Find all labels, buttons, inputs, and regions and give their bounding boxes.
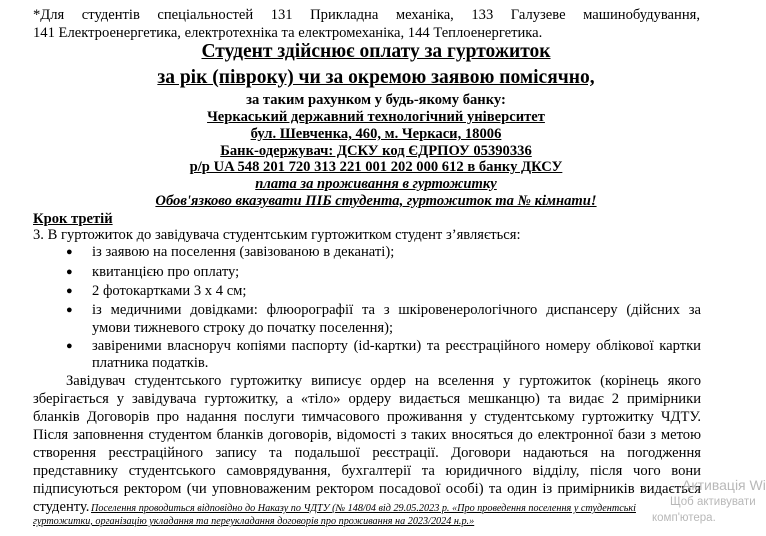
- bank-purpose: плата за проживання в гуртожитку: [255, 176, 497, 192]
- bullet-icon: ●: [66, 340, 73, 352]
- paragraph-line-7: підписуються ректором (чи уповноваженим ректором посадової особі) та один із примірників видається: [33, 481, 701, 497]
- bank-receiver: Банк-одержувач: ДСКУ код ЄДРПОУ 05390336: [220, 143, 532, 159]
- bank-university: Черкаський державний технологічний університет: [207, 109, 545, 125]
- heading-line-1: Студент здійснює оплату за гуртожиток: [201, 41, 551, 62]
- paragraph-line-4: Після заповнення студентом бланків договорів, відомості з таких вносяться до електронної бази з метою: [33, 427, 701, 443]
- paragraph-line-1: Завідувач студентського гуртожитку виписує ордер на вселення у гуртожиток (корінець якого: [66, 373, 701, 389]
- list-item-1: із заявою на поселення (завізованою в деканаті);: [92, 244, 395, 260]
- paragraph-line-2: зберігається у завідувача гуртожитку, а «тіло» ордеру видається мешканцю) та видає 2 примірники: [33, 391, 701, 407]
- footnote-line-2: гуртожитки, організацію укладання та переукладання договорів про проживання на 2023/2024 н.р.»: [33, 516, 475, 527]
- step-intro: 3. В гуртожиток до завідувача студентським гуртожитком студент з’являється:: [33, 227, 521, 243]
- paragraph-line-6: представнику студентського самоврядування, бухгалтерії та юридичного відділу, після чого вони: [33, 463, 701, 479]
- activation-watermark-title: Активація Wi: [682, 477, 766, 493]
- note-line-2: 141 Електроенергетика, електротехніка та електромеханіка, 144 Теплоенергетика.: [33, 25, 543, 41]
- paragraph-line-5: створення реєстраційного запису та подальшої реєстрації. Договори надаються на погодження: [33, 445, 701, 461]
- paragraph-line-3: бланків Договорів про надання послуги тимчасового проживання у студентському гуртожитку ЧДТУ.: [33, 409, 701, 425]
- list-item-4-cont: умови тижневого строку до початку поселення);: [92, 320, 394, 336]
- step-title: Крок третій: [33, 211, 113, 227]
- bank-address: бул. Шевченка, 460, м. Черкаси, 18006: [250, 126, 502, 142]
- list-item-5: завіреними власноруч копіями паспорту (id-картки) та реєстраційного номеру облікової картки: [92, 338, 701, 354]
- bullet-icon: ●: [66, 266, 73, 278]
- bullet-icon: ●: [66, 304, 73, 316]
- list-item-4: із медичними довідками: флюорографії та з шкіровенерологічного диспансеру (дійсних за: [92, 302, 701, 318]
- bullet-icon: ●: [66, 285, 73, 297]
- bank-account: р/р UA 548 201 720 313 221 001 202 000 612 в банку ДКСУ: [189, 159, 563, 175]
- list-item-2: квитанцією про оплату;: [92, 264, 240, 280]
- paragraph-line-8: студенту.: [33, 499, 90, 515]
- activation-watermark-text: Щоб активувати: [670, 496, 756, 508]
- list-item-5-cont: платника податків.: [92, 355, 209, 371]
- heading-line-2: за рік (півроку) чи за окремою заявою помісячно,: [157, 67, 595, 88]
- bank-mandatory: Обов'язково вказувати ПІБ студента, гуртожиток та № кімнати!: [155, 193, 597, 209]
- note-line-1: *Для студентів спеціальностей 131 Прикладна механіка, 133 Галузеве машинобудування,: [33, 7, 700, 23]
- bullet-icon: ●: [66, 246, 73, 258]
- bank-intro: за таким рахунком у будь-якому банку:: [246, 92, 506, 108]
- activation-watermark-text-2: комп'ютера.: [652, 512, 716, 524]
- footnote-line-1: Поселення проводиться відповідно до Наказу по ЧДТУ (№ 148/04 від 29.05.2023 р. «Про проведення поселення у студентські: [91, 503, 636, 514]
- list-item-3: 2 фотокартками 3 х 4 см;: [92, 283, 247, 299]
